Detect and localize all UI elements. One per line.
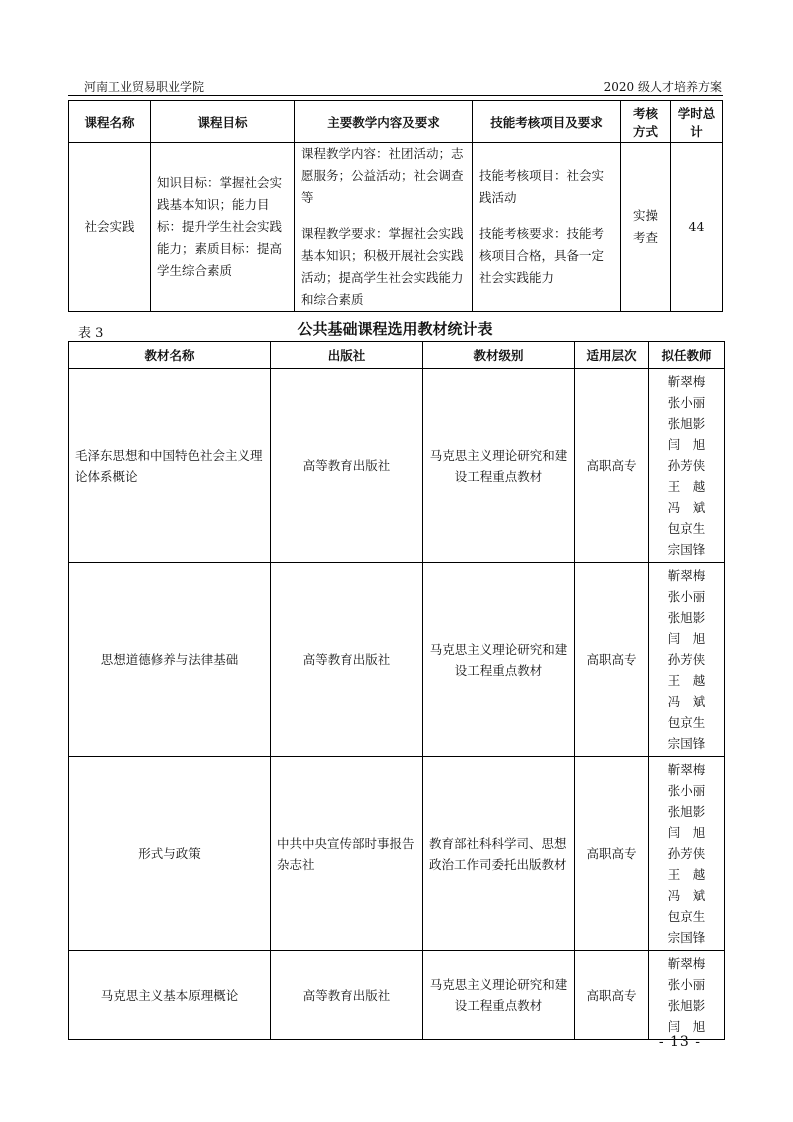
table3-title: 公共基础课程选用教材统计表 — [297, 320, 493, 338]
teacher-name: 靳翠梅 — [667, 956, 706, 971]
teacher-name: 张旭影 — [667, 416, 706, 431]
table-row — [69, 951, 725, 1040]
header-institution: 河南工业贸易职业学院 — [84, 80, 205, 94]
content-para: 课程教学内容：社团活动；志愿服务；公益活动；社会调查等 — [301, 146, 464, 205]
teacher-name: 宗国锋 — [667, 930, 706, 945]
tier-cell: 高职高专 — [575, 951, 649, 1040]
teacher-name: 张小丽 — [667, 783, 706, 798]
page-header — [68, 78, 722, 96]
teacher-name: 靳翠梅 — [667, 374, 706, 389]
textbook-header-row — [69, 342, 725, 369]
teacher-name: 张小丽 — [667, 589, 706, 604]
col-course-name: 课程名称 — [69, 101, 151, 143]
teacher-name: 宗国锋 — [667, 542, 706, 557]
header-program: 2020 级人才培养方案 — [603, 80, 722, 94]
teacher-name: 孙芳侠 — [667, 458, 706, 473]
teacher-name: 宗国锋 — [667, 736, 706, 751]
table3-label: 表 3 — [78, 326, 104, 341]
col-hours: 学时总计 — [671, 101, 723, 143]
teacher-name: 包京生 — [667, 521, 706, 536]
teacher-name: 王 越 — [667, 867, 706, 882]
teacher-name: 冯 斌 — [667, 500, 706, 515]
teacher-name: 张旭影 — [667, 804, 706, 819]
textbook-name-cell: 毛泽东思想和中国特色社会主义理论体系概论 — [69, 369, 271, 563]
teacher-name: 包京生 — [667, 909, 706, 924]
hours-cell: 44 — [671, 143, 723, 312]
course-name-cell: 社会实践 — [69, 143, 151, 312]
teacher-name: 王 越 — [667, 673, 706, 688]
table-row — [69, 757, 725, 951]
col-publisher: 出版社 — [271, 342, 423, 369]
tier-cell: 高职高专 — [575, 563, 649, 757]
teacher-name: 闫 旭 — [667, 437, 706, 452]
page-number: - 13 - — [658, 1034, 701, 1050]
skill-item-para: 技能考核项目：社会实践活动 — [479, 168, 605, 205]
col-skill: 技能考核项目及要求 — [473, 101, 621, 143]
teacher-name: 张旭影 — [667, 998, 706, 1013]
teachers-cell — [649, 369, 725, 563]
tier-cell: 高职高专 — [575, 757, 649, 951]
level-cell: 教育部社科科学司、思想政治工作司委托出版教材 — [423, 757, 575, 951]
skill-requirement-para: 技能考核要求：技能考核项目合格，具备一定社会实践能力 — [479, 226, 605, 285]
publisher-cell: 高等教育出版社 — [271, 563, 423, 757]
teacher-name: 闫 旭 — [667, 825, 706, 840]
header-divider — [68, 95, 723, 96]
teachers-cell — [649, 757, 725, 951]
col-teachers: 拟任教师 — [649, 342, 725, 369]
textbook-name-cell: 形式与政策 — [69, 757, 271, 951]
col-textbook-name: 教材名称 — [69, 342, 271, 369]
col-method: 考核方式 — [621, 101, 671, 143]
teacher-name: 冯 斌 — [667, 694, 706, 709]
textbook-name-cell: 思想道德修养与法律基础 — [69, 563, 271, 757]
teachers-cell — [649, 951, 725, 1040]
level-cell: 马克思主义理论研究和建设工程重点教材 — [423, 563, 575, 757]
content-cell — [295, 143, 473, 312]
skill-cell — [473, 143, 621, 312]
teacher-name: 闫 旭 — [667, 631, 706, 646]
teacher-name: 孙芳侠 — [667, 652, 706, 667]
method-cell: 实操考查 — [621, 143, 671, 312]
teacher-name: 闫 旭 — [667, 1019, 706, 1034]
course-table — [68, 100, 723, 312]
level-cell: 马克思主义理论研究和建设工程重点教材 — [423, 951, 575, 1040]
course-table-header-row — [69, 101, 723, 143]
col-level: 教材级别 — [423, 342, 575, 369]
teacher-name: 孙芳侠 — [667, 846, 706, 861]
publisher-cell: 高等教育出版社 — [271, 951, 423, 1040]
course-goal-cell: 知识目标：掌握社会实践基本知识；能力目标：提升学生社会实践能力；素质目标：提高学生综合素质 — [151, 143, 295, 312]
table-row — [69, 369, 725, 563]
teacher-name: 靳翠梅 — [667, 568, 706, 583]
tier-cell: 高职高专 — [575, 369, 649, 563]
teacher-name: 张小丽 — [667, 977, 706, 992]
col-course-goal: 课程目标 — [151, 101, 295, 143]
textbook-table — [68, 341, 725, 1040]
level-cell: 马克思主义理论研究和建设工程重点教材 — [423, 369, 575, 563]
publisher-cell: 中共中央宣传部时事报告杂志社 — [271, 757, 423, 951]
teacher-name: 王 越 — [667, 479, 706, 494]
col-content: 主要教学内容及要求 — [295, 101, 473, 143]
textbook-name-cell: 马克思主义基本原理概论 — [69, 951, 271, 1040]
teacher-name: 张旭影 — [667, 610, 706, 625]
col-tier: 适用层次 — [575, 342, 649, 369]
teacher-name: 靳翠梅 — [667, 762, 706, 777]
publisher-cell: 高等教育出版社 — [271, 369, 423, 563]
teacher-name: 包京生 — [667, 715, 706, 730]
teacher-name: 冯 斌 — [667, 888, 706, 903]
table-row — [69, 563, 725, 757]
teacher-name: 张小丽 — [667, 395, 706, 410]
table-row — [69, 143, 723, 312]
teachers-cell — [649, 563, 725, 757]
requirement-para: 课程教学要求：掌握社会实践基本知识；积极开展社会实践活动；提高学生社会实践能力和综合素质 — [301, 226, 464, 307]
